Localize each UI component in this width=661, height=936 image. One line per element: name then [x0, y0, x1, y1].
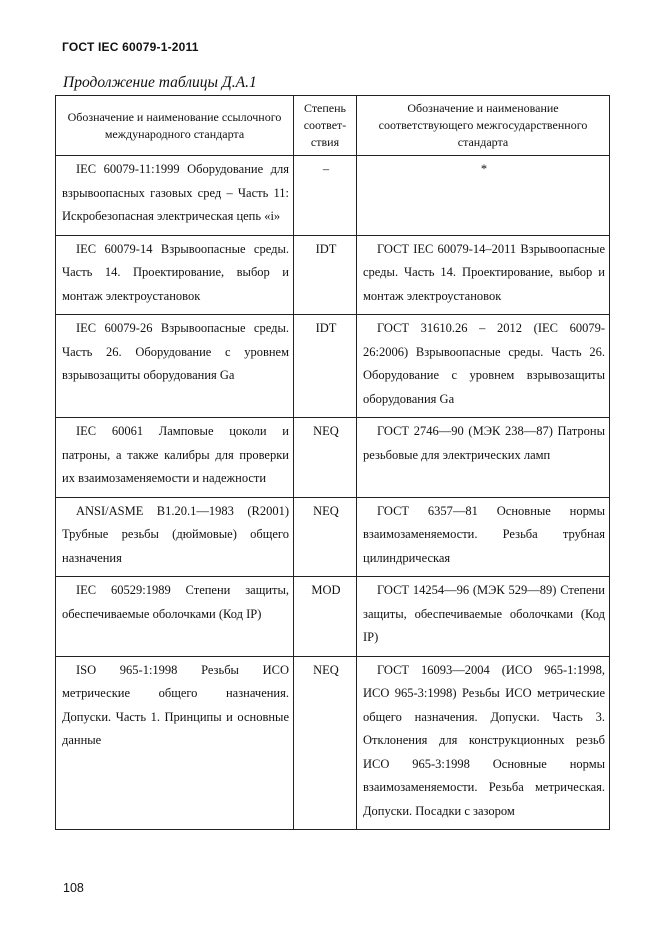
- cell-international-standard: ANSI/ASME B1.20.1—1983 (R2001) Трубные резьбы (дюймовые) общего назначения: [56, 497, 294, 577]
- cell-interstate-standard: ГОСТ 31610.26 – 2012 (IEC 60079-26:2006) Взрывоопасные среды. Часть 26. Оборудование с уровнем взрывозащиты оборудования Ga: [357, 315, 610, 418]
- cell-international-standard: IEC 60529:1989 Степени защиты, обеспечиваемые оболочками (Код IP): [56, 577, 294, 657]
- table-row: [56, 235, 610, 315]
- cell-international-standard: IEC 60079-26 Взрывоопасные среды. Часть 26. Оборудование с уровнем взрывозащиты оборудования Ga: [56, 315, 294, 418]
- table-row: [56, 577, 610, 657]
- cell-international-standard: IEC 60079-11:1999 Оборудование для взрывоопасных газовых сред – Часть 11: Искробезопасная электрическая цепь «i»: [56, 156, 294, 236]
- standards-table: [55, 95, 610, 830]
- cell-degree: NEQ: [294, 656, 357, 830]
- cell-degree: NEQ: [294, 418, 357, 498]
- table-row: [56, 418, 610, 498]
- table-row: [56, 315, 610, 418]
- cell-interstate-standard: *: [357, 156, 610, 236]
- cell-international-standard: ISO 965-1:1998 Резьбы ИСО метрические общего назначения. Допуски. Часть 1. Принципы и основные данные: [56, 656, 294, 830]
- table-row: [56, 156, 610, 236]
- cell-interstate-standard: ГОСТ IEC 60079-14–2011 Взрывоопасные среды. Часть 14. Проектирование, выбор и монтаж электроустановок: [357, 235, 610, 315]
- cell-degree: MOD: [294, 577, 357, 657]
- cell-international-standard: IEC 60079-14 Взрывоопасные среды. Часть 14. Проектирование, выбор и монтаж электроустановок: [56, 235, 294, 315]
- cell-degree: –: [294, 156, 357, 236]
- table-header-row: [56, 96, 610, 156]
- cell-degree: NEQ: [294, 497, 357, 577]
- cell-international-standard: IEC 60061 Ламповые цоколи и патроны, а также калибры для проверки их взаимозаменяемости и надежности: [56, 418, 294, 498]
- document-code-header: ГОСТ IEC 60079-1-2011: [62, 40, 199, 54]
- column-header-interstate: Обозначение и наименование соответствующего межгосударственного стандарта: [357, 96, 610, 156]
- cell-interstate-standard: ГОСТ 2746—90 (МЭК 238—87) Патроны резьбовые для электрических ламп: [357, 418, 610, 498]
- cell-interstate-standard: ГОСТ 14254—96 (МЭК 529—89) Степени защиты, обеспечиваемые оболочками (Код IP): [357, 577, 610, 657]
- cell-interstate-standard: ГОСТ 6357—81 Основные нормы взаимозаменяемости. Резьба трубная цилиндрическая: [357, 497, 610, 577]
- column-header-degree: Степень соответ-ствия: [294, 96, 357, 156]
- cell-degree: IDT: [294, 235, 357, 315]
- page-number: 108: [63, 881, 84, 895]
- cell-interstate-standard: ГОСТ 16093—2004 (ИСО 965-1:1998, ИСО 965-3:1998) Резьбы ИСО метрические общего назначения. Допуски. Часть 3. Отклонения для конструкционных резьб ИСО 965-3:1998 Основные нормы взаимозаменяемости. Резьба метрическая. Допуски. Посадки с зазором: [357, 656, 610, 830]
- table-row: [56, 656, 610, 830]
- table-caption: Продолжение таблицы Д.А.1: [63, 74, 257, 91]
- column-header-international: Обозначение и наименование ссылочного международного стандарта: [56, 96, 294, 156]
- cell-degree: IDT: [294, 315, 357, 418]
- table-row: [56, 497, 610, 577]
